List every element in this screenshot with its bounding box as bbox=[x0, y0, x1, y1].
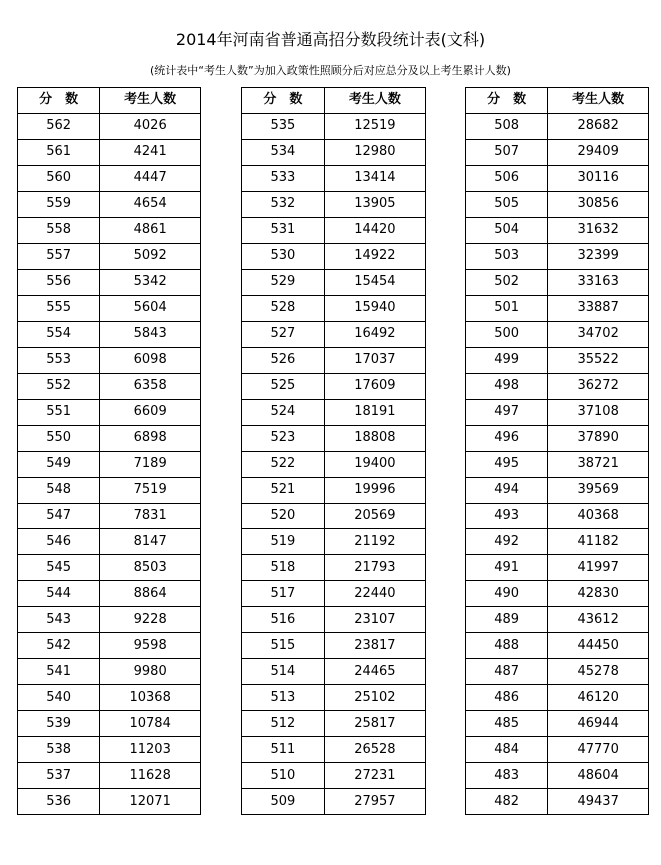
count-cell: 8147 bbox=[100, 529, 201, 555]
header-count: 考生人数 bbox=[100, 88, 201, 114]
count-cell: 13414 bbox=[324, 165, 425, 191]
score-cell: 535 bbox=[242, 113, 325, 139]
score-cell: 493 bbox=[466, 503, 548, 529]
table-row bbox=[18, 425, 201, 451]
score-cell: 562 bbox=[18, 113, 100, 139]
score-cell: 515 bbox=[242, 633, 325, 659]
header-count: 考生人数 bbox=[548, 88, 649, 114]
table-row bbox=[242, 685, 426, 711]
score-cell: 552 bbox=[18, 373, 100, 399]
count-cell: 29409 bbox=[548, 139, 649, 165]
count-cell: 9980 bbox=[100, 659, 201, 685]
score-cell: 557 bbox=[18, 243, 100, 269]
count-cell: 39569 bbox=[548, 477, 649, 503]
table-row bbox=[466, 425, 649, 451]
count-cell: 6358 bbox=[100, 373, 201, 399]
count-cell: 14922 bbox=[324, 243, 425, 269]
score-cell: 548 bbox=[18, 477, 100, 503]
score-cell: 546 bbox=[18, 529, 100, 555]
table-header-row bbox=[466, 88, 649, 114]
table-row bbox=[466, 269, 649, 295]
page-title: 2014年河南省普通高招分数段统计表(文科) bbox=[175, 30, 486, 49]
table-row bbox=[18, 607, 201, 633]
score-cell: 495 bbox=[466, 451, 548, 477]
count-cell: 42830 bbox=[548, 581, 649, 607]
count-cell: 22440 bbox=[324, 581, 425, 607]
score-cell: 560 bbox=[18, 165, 100, 191]
table-row bbox=[466, 243, 649, 269]
score-cell: 520 bbox=[242, 503, 325, 529]
table-row bbox=[18, 269, 201, 295]
score-cell: 492 bbox=[466, 529, 548, 555]
table-row bbox=[18, 139, 201, 165]
table-row bbox=[18, 191, 201, 217]
table-row bbox=[18, 243, 201, 269]
table-row bbox=[18, 529, 201, 555]
score-cell: 541 bbox=[18, 659, 100, 685]
score-table-3 bbox=[465, 87, 649, 815]
score-cell: 534 bbox=[242, 139, 325, 165]
count-cell: 10784 bbox=[100, 711, 201, 737]
score-cell: 533 bbox=[242, 165, 325, 191]
table-row bbox=[242, 659, 426, 685]
count-cell: 37890 bbox=[548, 425, 649, 451]
table-row bbox=[242, 321, 426, 347]
score-cell: 558 bbox=[18, 217, 100, 243]
count-cell: 17609 bbox=[324, 373, 425, 399]
count-cell: 33887 bbox=[548, 295, 649, 321]
score-cell: 491 bbox=[466, 555, 548, 581]
score-cell: 559 bbox=[18, 191, 100, 217]
count-cell: 12071 bbox=[100, 789, 201, 815]
count-cell: 6609 bbox=[100, 399, 201, 425]
count-cell: 28682 bbox=[548, 113, 649, 139]
table-row bbox=[242, 555, 426, 581]
count-cell: 20569 bbox=[324, 503, 425, 529]
score-cell: 516 bbox=[242, 607, 325, 633]
score-cell: 509 bbox=[242, 789, 325, 815]
count-cell: 23107 bbox=[324, 607, 425, 633]
score-cell: 553 bbox=[18, 347, 100, 373]
count-cell: 10368 bbox=[100, 685, 201, 711]
count-cell: 21793 bbox=[324, 555, 425, 581]
count-cell: 25817 bbox=[324, 711, 425, 737]
table-row bbox=[466, 191, 649, 217]
table-row bbox=[18, 633, 201, 659]
score-cell: 526 bbox=[242, 347, 325, 373]
score-cell: 542 bbox=[18, 633, 100, 659]
score-cell: 499 bbox=[466, 347, 548, 373]
count-cell: 46120 bbox=[548, 685, 649, 711]
count-cell: 37108 bbox=[548, 399, 649, 425]
score-cell: 554 bbox=[18, 321, 100, 347]
score-cell: 551 bbox=[18, 399, 100, 425]
score-cell: 513 bbox=[242, 685, 325, 711]
table-row bbox=[466, 347, 649, 373]
count-cell: 35522 bbox=[548, 347, 649, 373]
score-cell: 504 bbox=[466, 217, 548, 243]
table-row bbox=[242, 607, 426, 633]
count-cell: 5843 bbox=[100, 321, 201, 347]
count-cell: 32399 bbox=[548, 243, 649, 269]
count-cell: 31632 bbox=[548, 217, 649, 243]
score-cell: 550 bbox=[18, 425, 100, 451]
score-cell: 486 bbox=[466, 685, 548, 711]
table-row bbox=[18, 321, 201, 347]
table-row bbox=[242, 711, 426, 737]
table-row bbox=[18, 659, 201, 685]
score-cell: 483 bbox=[466, 763, 548, 789]
count-cell: 47770 bbox=[548, 737, 649, 763]
score-cell: 523 bbox=[242, 425, 325, 451]
count-cell: 30116 bbox=[548, 165, 649, 191]
table-row bbox=[466, 607, 649, 633]
score-cell: 490 bbox=[466, 581, 548, 607]
count-cell: 12519 bbox=[324, 113, 425, 139]
count-cell: 30856 bbox=[548, 191, 649, 217]
score-cell: 527 bbox=[242, 321, 325, 347]
table-row bbox=[466, 581, 649, 607]
score-cell: 549 bbox=[18, 451, 100, 477]
score-cell: 485 bbox=[466, 711, 548, 737]
table-row bbox=[242, 737, 426, 763]
header-count: 考生人数 bbox=[324, 88, 425, 114]
count-cell: 4026 bbox=[100, 113, 201, 139]
table-row bbox=[242, 347, 426, 373]
table-row bbox=[18, 737, 201, 763]
count-cell: 45278 bbox=[548, 659, 649, 685]
score-cell: 484 bbox=[466, 737, 548, 763]
table-row bbox=[242, 113, 426, 139]
count-cell: 12980 bbox=[324, 139, 425, 165]
count-cell: 19996 bbox=[324, 477, 425, 503]
count-cell: 41182 bbox=[548, 529, 649, 555]
count-cell: 7519 bbox=[100, 477, 201, 503]
table-row bbox=[466, 217, 649, 243]
count-cell: 25102 bbox=[324, 685, 425, 711]
count-cell: 36272 bbox=[548, 373, 649, 399]
count-cell: 16492 bbox=[324, 321, 425, 347]
table-note: (统计表中“考生人数”为加入政策性照顾分后对应总分及以上考生累计人数) bbox=[150, 64, 511, 77]
score-cell: 538 bbox=[18, 737, 100, 763]
count-cell: 40368 bbox=[548, 503, 649, 529]
table-row bbox=[242, 425, 426, 451]
table-row bbox=[466, 711, 649, 737]
count-cell: 41997 bbox=[548, 555, 649, 581]
table-row bbox=[242, 477, 426, 503]
count-cell: 33163 bbox=[548, 269, 649, 295]
table-row bbox=[466, 789, 649, 815]
count-cell: 8503 bbox=[100, 555, 201, 581]
count-cell: 26528 bbox=[324, 737, 425, 763]
score-cell: 501 bbox=[466, 295, 548, 321]
score-cell: 525 bbox=[242, 373, 325, 399]
table-row bbox=[242, 399, 426, 425]
count-cell: 27957 bbox=[324, 789, 425, 815]
table-row bbox=[18, 217, 201, 243]
score-cell: 500 bbox=[466, 321, 548, 347]
header-score: 分 数 bbox=[466, 88, 548, 114]
score-cell: 531 bbox=[242, 217, 325, 243]
score-cell: 555 bbox=[18, 295, 100, 321]
table-row bbox=[18, 373, 201, 399]
count-cell: 11628 bbox=[100, 763, 201, 789]
table-row bbox=[18, 711, 201, 737]
table-row bbox=[466, 737, 649, 763]
table-row bbox=[242, 763, 426, 789]
score-cell: 497 bbox=[466, 399, 548, 425]
score-cell: 517 bbox=[242, 581, 325, 607]
count-cell: 13905 bbox=[324, 191, 425, 217]
score-cell: 506 bbox=[466, 165, 548, 191]
table-row bbox=[18, 581, 201, 607]
count-cell: 15454 bbox=[324, 269, 425, 295]
score-cell: 543 bbox=[18, 607, 100, 633]
score-cell: 529 bbox=[242, 269, 325, 295]
score-cell: 537 bbox=[18, 763, 100, 789]
table-row bbox=[466, 633, 649, 659]
score-cell: 561 bbox=[18, 139, 100, 165]
table-row bbox=[18, 685, 201, 711]
count-cell: 4654 bbox=[100, 191, 201, 217]
table-row bbox=[242, 373, 426, 399]
score-cell: 539 bbox=[18, 711, 100, 737]
table-row bbox=[242, 503, 426, 529]
table-row bbox=[242, 243, 426, 269]
table-row bbox=[242, 581, 426, 607]
table-row bbox=[242, 139, 426, 165]
count-cell: 18191 bbox=[324, 399, 425, 425]
score-cell: 514 bbox=[242, 659, 325, 685]
score-cell: 496 bbox=[466, 425, 548, 451]
table-row bbox=[466, 295, 649, 321]
count-cell: 8864 bbox=[100, 581, 201, 607]
score-cell: 540 bbox=[18, 685, 100, 711]
score-cell: 489 bbox=[466, 607, 548, 633]
table-row bbox=[466, 659, 649, 685]
count-cell: 4861 bbox=[100, 217, 201, 243]
score-cell: 528 bbox=[242, 295, 325, 321]
score-cell: 532 bbox=[242, 191, 325, 217]
table-row bbox=[242, 529, 426, 555]
table-header-row bbox=[18, 88, 201, 114]
count-cell: 5342 bbox=[100, 269, 201, 295]
count-cell: 5604 bbox=[100, 295, 201, 321]
count-cell: 27231 bbox=[324, 763, 425, 789]
table-row bbox=[466, 139, 649, 165]
score-cell: 488 bbox=[466, 633, 548, 659]
count-cell: 24465 bbox=[324, 659, 425, 685]
table-row bbox=[18, 399, 201, 425]
count-cell: 9598 bbox=[100, 633, 201, 659]
score-cell: 512 bbox=[242, 711, 325, 737]
table-row bbox=[242, 789, 426, 815]
table-row bbox=[18, 789, 201, 815]
score-cell: 536 bbox=[18, 789, 100, 815]
score-cell: 502 bbox=[466, 269, 548, 295]
score-cell: 547 bbox=[18, 503, 100, 529]
count-cell: 48604 bbox=[548, 763, 649, 789]
score-cell: 545 bbox=[18, 555, 100, 581]
score-cell: 508 bbox=[466, 113, 548, 139]
table-row bbox=[466, 763, 649, 789]
table-row bbox=[242, 295, 426, 321]
score-cell: 519 bbox=[242, 529, 325, 555]
score-cell: 522 bbox=[242, 451, 325, 477]
table-row bbox=[466, 165, 649, 191]
score-cell: 510 bbox=[242, 763, 325, 789]
table-row bbox=[18, 165, 201, 191]
table-row bbox=[466, 503, 649, 529]
table-row bbox=[242, 191, 426, 217]
count-cell: 49437 bbox=[548, 789, 649, 815]
table-row bbox=[18, 503, 201, 529]
table-row bbox=[18, 451, 201, 477]
score-cell: 507 bbox=[466, 139, 548, 165]
table-row bbox=[466, 399, 649, 425]
count-cell: 9228 bbox=[100, 607, 201, 633]
count-cell: 43612 bbox=[548, 607, 649, 633]
count-cell: 38721 bbox=[548, 451, 649, 477]
count-cell: 11203 bbox=[100, 737, 201, 763]
count-cell: 18808 bbox=[324, 425, 425, 451]
score-cell: 505 bbox=[466, 191, 548, 217]
count-cell: 7831 bbox=[100, 503, 201, 529]
score-cell: 511 bbox=[242, 737, 325, 763]
table-row bbox=[466, 685, 649, 711]
score-cell: 498 bbox=[466, 373, 548, 399]
count-cell: 4241 bbox=[100, 139, 201, 165]
count-cell: 15940 bbox=[324, 295, 425, 321]
score-cell: 487 bbox=[466, 659, 548, 685]
score-cell: 556 bbox=[18, 269, 100, 295]
score-cell: 482 bbox=[466, 789, 548, 815]
table-row bbox=[466, 529, 649, 555]
header-score: 分 数 bbox=[18, 88, 100, 114]
count-cell: 6898 bbox=[100, 425, 201, 451]
table-row bbox=[18, 763, 201, 789]
table-row bbox=[242, 165, 426, 191]
score-cell: 494 bbox=[466, 477, 548, 503]
score-cell: 530 bbox=[242, 243, 325, 269]
table-row bbox=[466, 321, 649, 347]
count-cell: 46944 bbox=[548, 711, 649, 737]
table-row bbox=[466, 477, 649, 503]
score-table-1 bbox=[17, 87, 201, 815]
table-row bbox=[466, 555, 649, 581]
count-cell: 4447 bbox=[100, 165, 201, 191]
score-cell: 518 bbox=[242, 555, 325, 581]
score-cell: 524 bbox=[242, 399, 325, 425]
count-cell: 14420 bbox=[324, 217, 425, 243]
count-cell: 21192 bbox=[324, 529, 425, 555]
count-cell: 34702 bbox=[548, 321, 649, 347]
table-row bbox=[18, 477, 201, 503]
table-row bbox=[18, 555, 201, 581]
score-table-2 bbox=[241, 87, 426, 815]
score-cell: 503 bbox=[466, 243, 548, 269]
count-cell: 7189 bbox=[100, 451, 201, 477]
score-cell: 544 bbox=[18, 581, 100, 607]
table-row bbox=[18, 113, 201, 139]
table-row bbox=[18, 295, 201, 321]
table-row bbox=[242, 269, 426, 295]
table-row bbox=[242, 217, 426, 243]
count-cell: 23817 bbox=[324, 633, 425, 659]
table-row bbox=[466, 373, 649, 399]
count-cell: 17037 bbox=[324, 347, 425, 373]
table-row bbox=[242, 633, 426, 659]
count-cell: 19400 bbox=[324, 451, 425, 477]
table-header-row bbox=[242, 88, 426, 114]
count-cell: 5092 bbox=[100, 243, 201, 269]
table-row bbox=[242, 451, 426, 477]
count-cell: 6098 bbox=[100, 347, 201, 373]
table-row bbox=[466, 113, 649, 139]
header-score: 分 数 bbox=[242, 88, 325, 114]
count-cell: 44450 bbox=[548, 633, 649, 659]
table-row bbox=[18, 347, 201, 373]
table-row bbox=[466, 451, 649, 477]
score-cell: 521 bbox=[242, 477, 325, 503]
